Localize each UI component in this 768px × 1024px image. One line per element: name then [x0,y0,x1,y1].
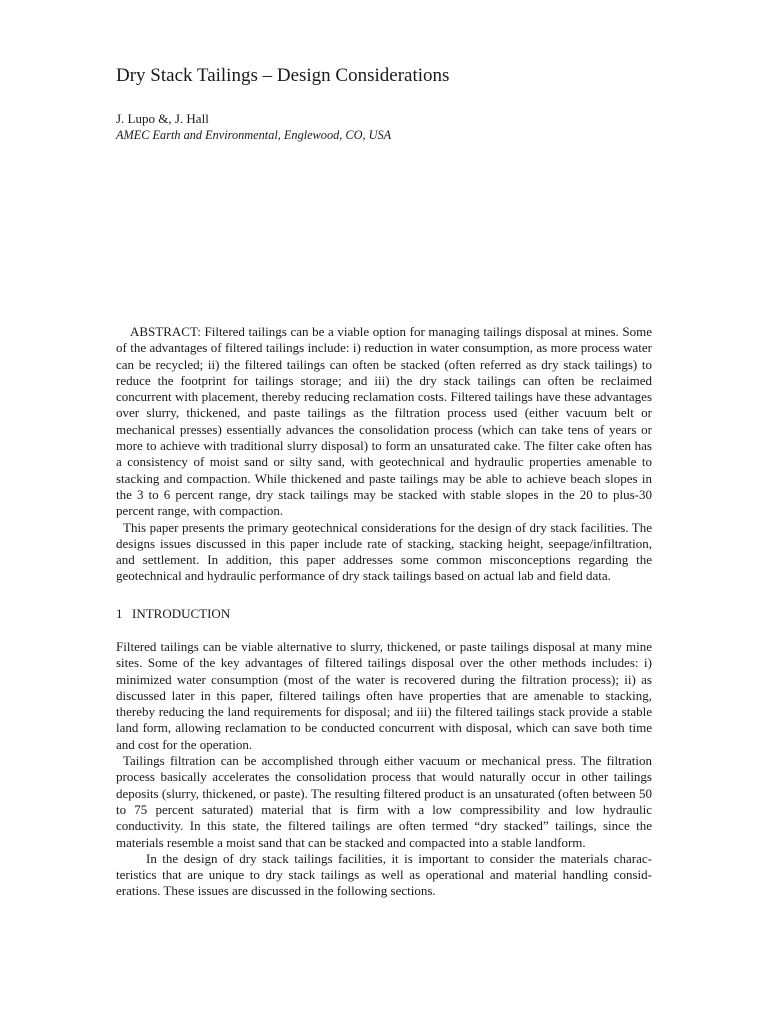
section-title: INTRODUCTION [132,606,231,621]
paper-affiliation: AMEC Earth and Environmental, Englewood, CO, USA [116,128,392,142]
intro-paragraph: In the design of dry stack tailings facilities, it is important to consider the materials characteristics that are unique to dry stack tailings as well as operational and material handling considerations. These issues are discussed in the following sections. [116,850,652,899]
abstract-paragraph: ABSTRACT: Filtered tailings can be a viable option for managing tailings disposal at mines. Some of the advantages of filtered tailings include: i) reduction in water consumption, as more process water can be recycled; ii) the filtered tailings can often be stacked (often referred as dry stack tailings) to reduce the footprint for tailings storage; and iii) the dry stack tailings can often be reclaimed concurrent with placement, thereby reducing reclamation costs. Filtered tailings have these advantages over slurry, thickened, and paste tailings as the filtration process used (either vacuum belt or mechanical presses) essentially advances the consolidation process (which can take tens of years or more to achieve with traditional slurry disposal) to form an unsaturated cake. The filter cake often has a consistency of moist sand or silty sand, with geotechnical and hydraulic properties amenable to stacking and compaction. While thickened and paste tailings may be able to achieve beach slopes in the 3 to 6 percent range, dry stack tailings may be stacked with stable slopes in the 20 to plus-30 percent range, with compaction. [116,324,652,519]
introduction-section [116,639,652,900]
section-heading [116,606,230,622]
intro-paragraph: Tailings filtration can be accomplished through either vacuum or mechanical press. The filtration process basically accelerates the consolidation process that would naturally occur in other tailings deposits (slurry, thickened, or paste). The resulting filtered product is an unsaturated (often between 50 to 75 percent saturated) material that is firm with a low compressibility and low hydraulic conductivity. In this state, the filtered tailings are often termed “dry stacked” tailings, since the materials resemble a moist sand that can be stacked and compacted into a stable landform. [116,753,652,850]
paper-authors: J. Lupo &, J. Hall [116,111,209,126]
abstract-paragraph: This paper presents the primary geotechnical considerations for the design of dry stack facilities. The designs issues discussed in this paper include rate of stacking, stacking height, seepage/infiltration, and settlement. In addition, this paper addresses some common misconceptions regarding the geotechnical and hydraulic performance of dry stack tailings based on actual lab and field data. [116,519,652,584]
paper-title: Dry Stack Tailings – Design Considerations [116,65,450,86]
intro-paragraph: Filtered tailings can be viable alternative to slurry, thickened, or paste tailings disposal at many mine sites. Some of the key advantages of filtered tailings disposal over the other methods includes: i) minimized water consumption (most of the water is recovered during the filtration process); ii) as discussed later in this paper, filtered tailings often have properties that are amenable to stacking, thereby reducing the land requirements for disposal; and iii) the filtered tailings stack provide a stable land form, allowing reclamation to be conducted concurrent with disposal, which can save both time and cost for the operation. [116,639,652,752]
section-number: 1 [116,606,123,621]
abstract-section [116,324,652,585]
